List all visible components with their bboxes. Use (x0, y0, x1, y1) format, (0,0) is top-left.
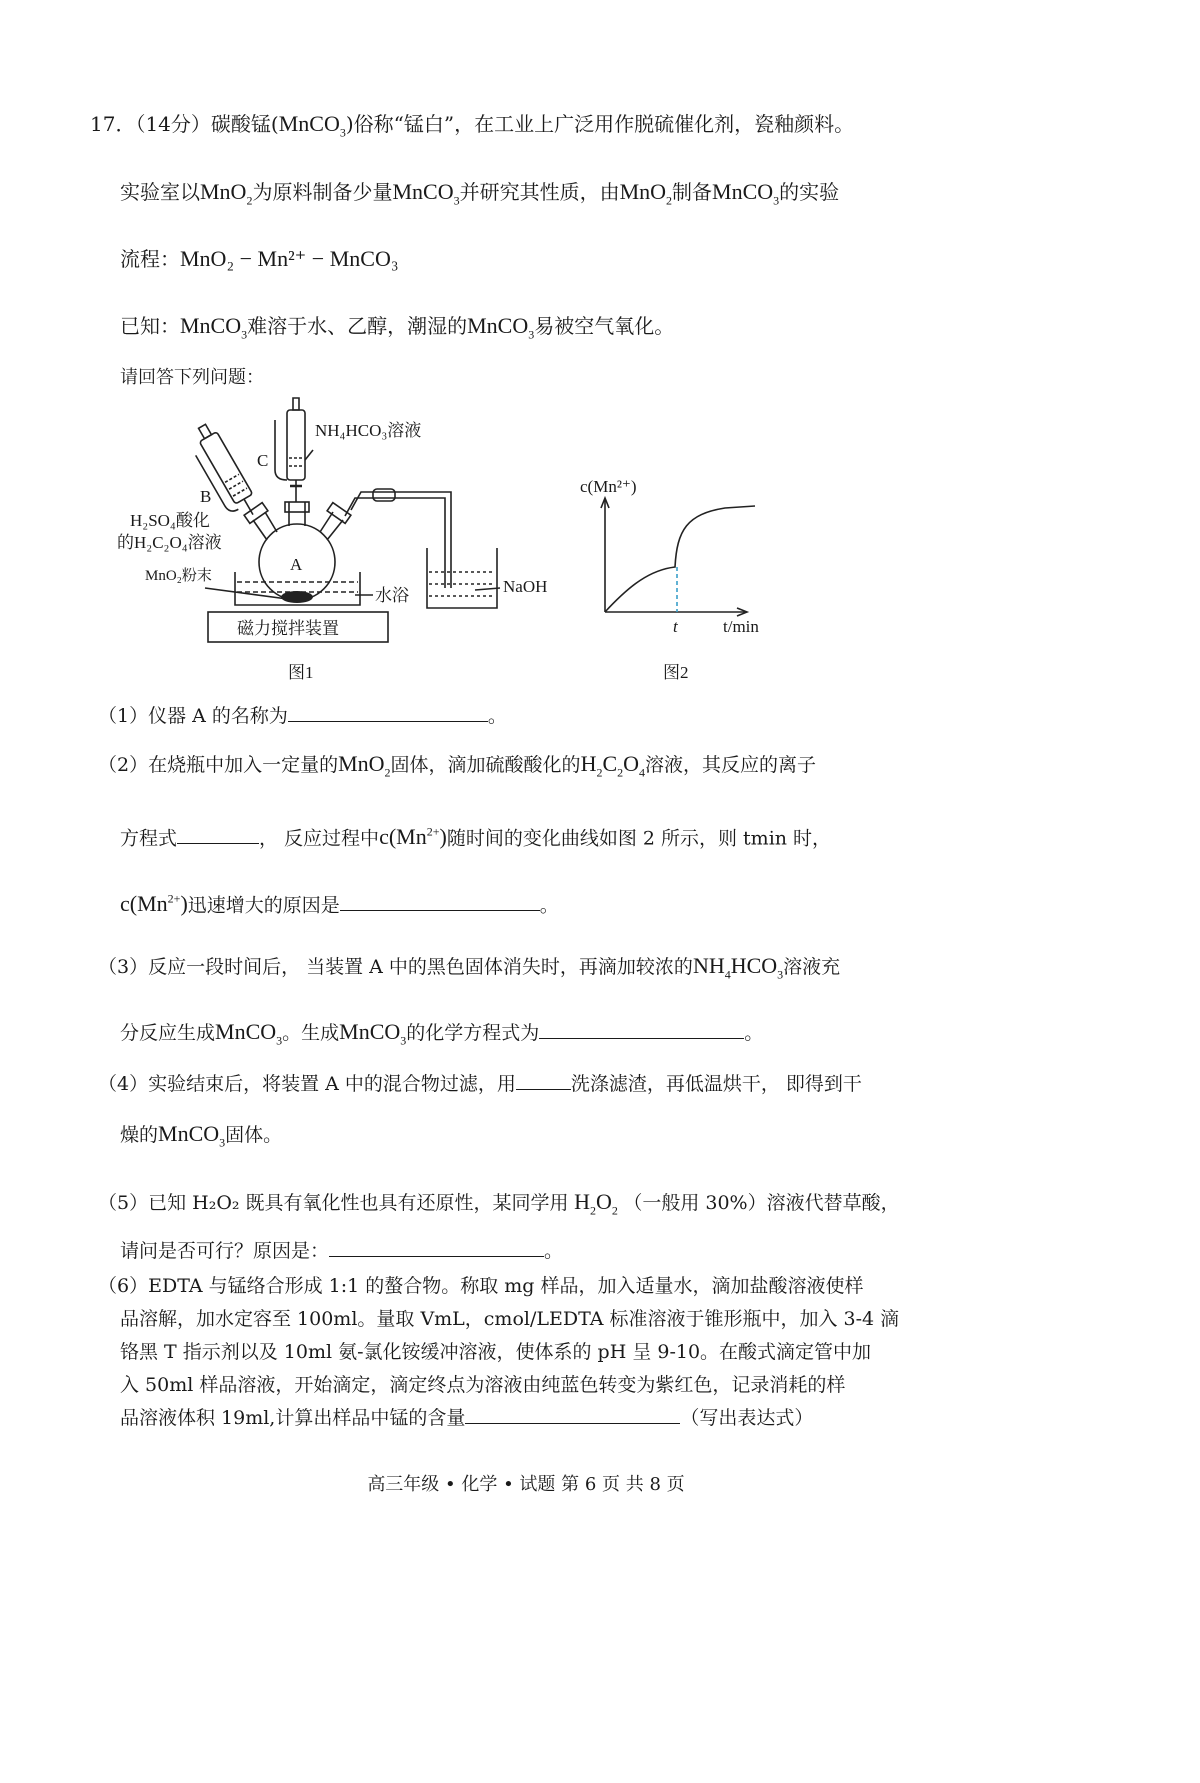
flask-center-neck (289, 502, 305, 526)
q2-l3-b: 迅速增大的原因是 (187, 894, 340, 917)
label-a: A (290, 555, 303, 574)
c-mn2-formula: $c(Mn^{2+})$ (379, 824, 447, 850)
q17-line-1 (90, 110, 854, 146)
q5-l1-b: （一般用 30%）溶液代替草酸， (623, 1192, 900, 1214)
label-h2so4: H₂SO₄酸化 (130, 511, 210, 530)
answer-blank-4[interactable] (516, 1071, 571, 1090)
page-footer: 高三年级 • 化学 • 试题 第 6 页 共 8 页 (367, 1474, 685, 1495)
mno2-powder (281, 591, 313, 603)
naoh-beaker (427, 548, 497, 608)
question-6-line-2: 品溶解，加水定容至 100ml。量取 VmL，cmol/LEDTA 标准溶液于锥形瓶中，加入 3-4 滴 (120, 1308, 900, 1330)
figure-2-caption: 图2 (663, 663, 689, 682)
answer-blank-2b[interactable] (340, 892, 540, 911)
q17-line-5: 请回答下列问题： (120, 367, 264, 388)
question-6-line-3: 铬黑 T 指示剂以及 10ml 氨-氯化铵缓冲溶液，使体系的 pH 呈 9-10。在酸式滴定管中加 (120, 1341, 872, 1363)
question-3-line-1 (98, 952, 840, 988)
mnco3-formula: MnCO$_3$ (339, 1019, 407, 1048)
dropping-funnel-b (185, 421, 262, 524)
label-stirrer: 磁力搅拌装置 (237, 619, 339, 638)
label-mno2-powder: MnO₂粉末 (145, 568, 212, 584)
mnco3-formula: MnCO$_3$ (215, 1019, 283, 1048)
question-2-line-2 (120, 818, 831, 852)
q17-line-2 (120, 178, 839, 214)
question-5-line-1 (98, 1188, 900, 1224)
q4-l2-b: 固体。 (225, 1124, 283, 1146)
q4-l1-a: （4）实验结束后，将装置 A 中的混合物过滤，用 (98, 1073, 516, 1095)
q2-l2-a: 方程式 (120, 827, 178, 850)
q2-l2-c: 随时间的变化曲线如图 2 所示，则 tmin 时， (446, 827, 832, 850)
t-label: t (673, 617, 678, 636)
question-6-line-1: （6）EDTA 与锰络合形成 1:1 的螯合物。称取 mg 样品，加入适量水，滴加盐酸溶液使样 (98, 1275, 864, 1297)
mno2-formula: MnO$_2$ (200, 179, 253, 208)
q1-end: 。 (487, 705, 507, 727)
question-3-line-2 (120, 1018, 763, 1054)
label-naoh: NaOH (503, 577, 548, 596)
question-5-line-2 (120, 1237, 563, 1265)
q3-l2-c: 的化学方程式为 (406, 1022, 540, 1044)
q4-l2-a: 燥的 (120, 1124, 159, 1146)
mnco3-formula: MnCO$_3$ (712, 179, 780, 208)
q2-l1-b: 固体，滴加硫酸酸化的 (390, 754, 581, 776)
q17-l2-d: 制备 (672, 180, 713, 204)
q3-l1-a: （3）反应一段时间后， 当装置 A 中的黑色固体消失时，再滴加较浓的 (98, 956, 693, 978)
x-axis-label: t/min (723, 617, 759, 636)
q17-l2-b: 为原料制备少量 (252, 180, 393, 204)
mno2-formula: MnO$_2$ (619, 179, 673, 208)
answer-blank-1[interactable] (288, 703, 488, 722)
mno2-formula: MnO$_2$ (338, 751, 391, 780)
figure-1-caption: 图1 (288, 663, 314, 682)
q5-l2-a: 请问是否可行？原因是： (120, 1240, 330, 1262)
q6-l5-b: （写出表达式） (680, 1407, 814, 1429)
label-nh4hco3: NH₄HCO₃溶液 (315, 421, 422, 440)
q2-l1-a: （2）在烧瓶中加入一定量的 (98, 754, 339, 776)
mnco3-formula: MnCO$_3$ (278, 111, 346, 140)
q17-line-3 (120, 245, 399, 273)
mnco3-formula: MnCO$_3$ (158, 1121, 226, 1150)
q5-l1-a: （5）已知 H₂O₂ 既具有氧化性也具有还原性，某同学用 (98, 1192, 569, 1214)
q17-l2-a: 实验室以 (120, 180, 200, 204)
question-4-line-2 (120, 1120, 282, 1156)
h2c2o4-formula: $H_2C_2O_4$ (580, 751, 646, 780)
q3-l2-a: 分反应生成 (120, 1022, 216, 1044)
q6-l5-a: 品溶液体积 19ml,计算出样品中锰的含量 (120, 1407, 466, 1429)
answer-blank-6[interactable] (465, 1405, 680, 1424)
rubber-connector (373, 489, 395, 501)
q17-l2-e: 的实验 (779, 180, 840, 204)
q17-l4-c: 易被空气氧化 (534, 314, 655, 338)
q3-l2-end: 。 (744, 1022, 764, 1044)
c-mn2-formula: $c(Mn^{2+})$ (120, 891, 188, 917)
q3-l1-b: 溶液充 (783, 956, 841, 978)
question-2-line-3 (120, 885, 559, 919)
q17-l1-pre: 17．（14分）碳酸锰( (90, 112, 279, 136)
q2-l1-c: 溶液，其反应的离子 (645, 754, 817, 776)
y-axis-label: c(Mn²⁺) (580, 477, 637, 496)
q17-line-4 (120, 312, 674, 348)
mnco3-formula: MnCO$_3$ (392, 179, 460, 208)
q3-l2-b: 。生成 (282, 1022, 340, 1044)
dropping-funnel-c (287, 410, 305, 480)
question-2-line-1 (98, 750, 816, 786)
nh4hco3-formula: $NH_4HCO_3$ (692, 953, 784, 982)
pressure-tube-c (275, 420, 287, 480)
answer-blank-5[interactable] (329, 1238, 544, 1257)
figure-2-chart (575, 470, 785, 685)
concentration-curve (605, 506, 755, 612)
h2o2-formula: $H_2O_2$ (568, 1189, 618, 1218)
answer-blank-3[interactable] (539, 1020, 744, 1039)
answer-blank-2a[interactable] (177, 825, 259, 844)
question-1 (98, 702, 507, 730)
q2-l2-b: ， 反应过程中 (259, 827, 380, 850)
q17-l4-a: 已知： (120, 314, 180, 338)
q1-text: （1）仪器 A 的名称为 (98, 705, 288, 727)
q17-l4-d: 。 (654, 314, 675, 338)
flask-left-neck (253, 512, 277, 540)
q17-l2-c: 并研究其性质，由 (459, 180, 620, 204)
process-flow-formula: MnO₂ − Mn²⁺ − MnCO₃ (180, 246, 399, 271)
question-4-line-1 (98, 1070, 862, 1098)
question-6-line-5 (120, 1404, 813, 1432)
label-b: B (200, 487, 212, 506)
mnco3-formula: MnCO$_3$ (180, 313, 248, 342)
label-h2c2o4: 的H₂C₂O₄溶液 (117, 533, 222, 552)
q17-l1-post: )俗称“锰白”，在工业上广泛用作脱硫催化剂，瓷釉颜料。 (345, 112, 855, 136)
label-water-bath: 水浴 (375, 586, 409, 605)
question-6-line-4: 入 50ml 样品溶液，开始滴定，滴定终点为溶液由纯蓝色转变为紫红色，记录消耗的样 (120, 1374, 846, 1396)
q2-l3-end: 。 (539, 894, 559, 917)
q17-l3-label: 流程： (120, 247, 180, 271)
q4-l1-b: 洗涤滤渣，再低温烘干， 即得到干 (570, 1073, 862, 1095)
label-c: C (257, 451, 269, 470)
mnco3-formula: MnCO$_3$ (467, 313, 535, 342)
q5-l2-end: 。 (544, 1240, 564, 1262)
figure-1-apparatus (105, 390, 585, 690)
q17-l4-b: 难溶于水、乙醇，潮湿的 (247, 314, 468, 338)
